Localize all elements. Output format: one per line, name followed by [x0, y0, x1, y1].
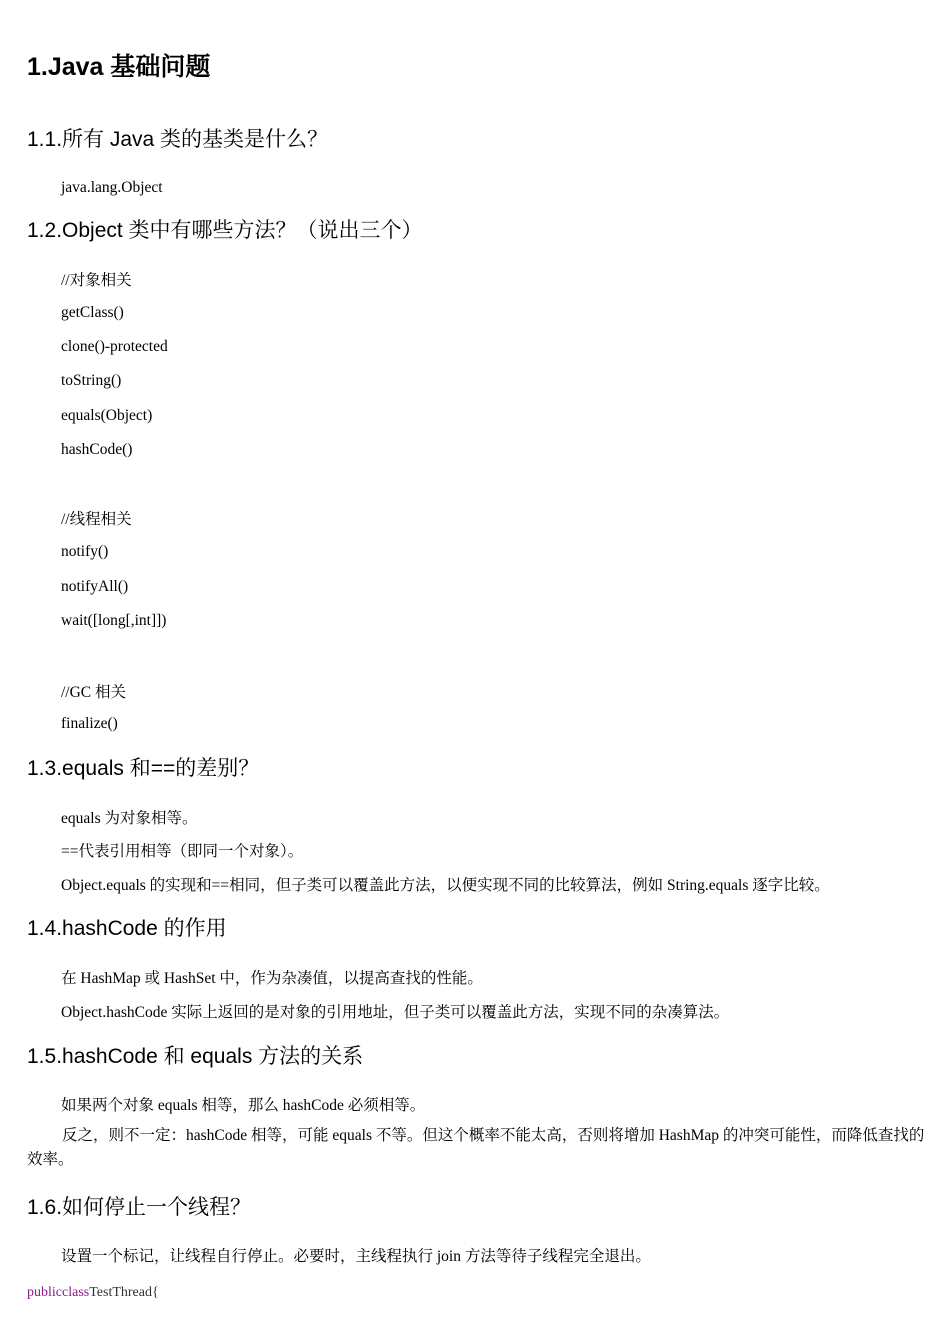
paragraph: 设置一个标记，让线程自行停止。必要时，主线程执行 join 方法等待子线程完全退出。: [61, 1248, 651, 1265]
method-line: wait([long[,int]]): [61, 612, 167, 629]
code-comment: //线程相关: [61, 511, 132, 528]
method-line: hashCode(): [61, 441, 133, 458]
section-heading-1-2: 1.2.Object 类中有哪些方法？（说出三个）: [27, 219, 423, 242]
code-line: [27, 1285, 159, 1301]
code-keyword: public: [27, 1285, 62, 1300]
code-text: TestThread{: [89, 1285, 159, 1300]
method-line: clone()-protected: [61, 338, 168, 355]
method-line: finalize(): [61, 715, 118, 732]
method-line: equals(Object): [61, 407, 153, 424]
document-title: 1.Java 基础问题: [27, 53, 211, 81]
section-heading-1-5: 1.5.hashCode 和 equals 方法的关系: [27, 1045, 364, 1068]
code-comment: //对象相关: [61, 272, 132, 289]
paragraph: ==代表引用相等（即同一个对象）。: [61, 843, 304, 860]
method-line: getClass(): [61, 304, 124, 321]
paragraph: equals 为对象相等。: [61, 810, 198, 827]
code-keyword: class: [62, 1285, 90, 1300]
method-line: notify(): [61, 543, 109, 560]
method-line: notifyAll(): [61, 578, 129, 595]
paragraph: 如果两个对象 equals 相等，那么 hashCode 必须相等。: [61, 1097, 426, 1114]
paragraph: java.lang.Object: [61, 179, 163, 196]
section-heading-1-1: 1.1.所有 Java 类的基类是什么？: [27, 128, 329, 151]
section-heading-1-6: 1.6.如何停止一个线程？: [27, 1196, 252, 1219]
paragraph: 在 HashMap 或 HashSet 中，作为杂凑值，以提高查找的性能。: [61, 970, 483, 987]
method-line: toString(): [61, 372, 122, 389]
section-heading-1-3: 1.3.equals 和==的差别？: [27, 757, 260, 780]
paragraph-wrapped: 反之，则不一定：hashCode 相等，可能 equals 不等。但这个概率不能太高，否则将增加 HashMap 的冲突可能性，而降低查找的效率。: [27, 1127, 925, 1168]
section-heading-1-4: 1.4.hashCode 的作用: [27, 917, 227, 940]
paragraph: Object.hashCode 实际上返回的是对象的引用地址，但子类可以覆盖此方法，实现不同的杂凑算法。: [61, 1004, 730, 1021]
paragraph: Object.equals 的实现和==相同，但子类可以覆盖此方法，以便实现不同的比较算法，例如 String.equals 逐字比较。: [61, 877, 830, 894]
code-comment: //GC 相关: [61, 684, 127, 701]
